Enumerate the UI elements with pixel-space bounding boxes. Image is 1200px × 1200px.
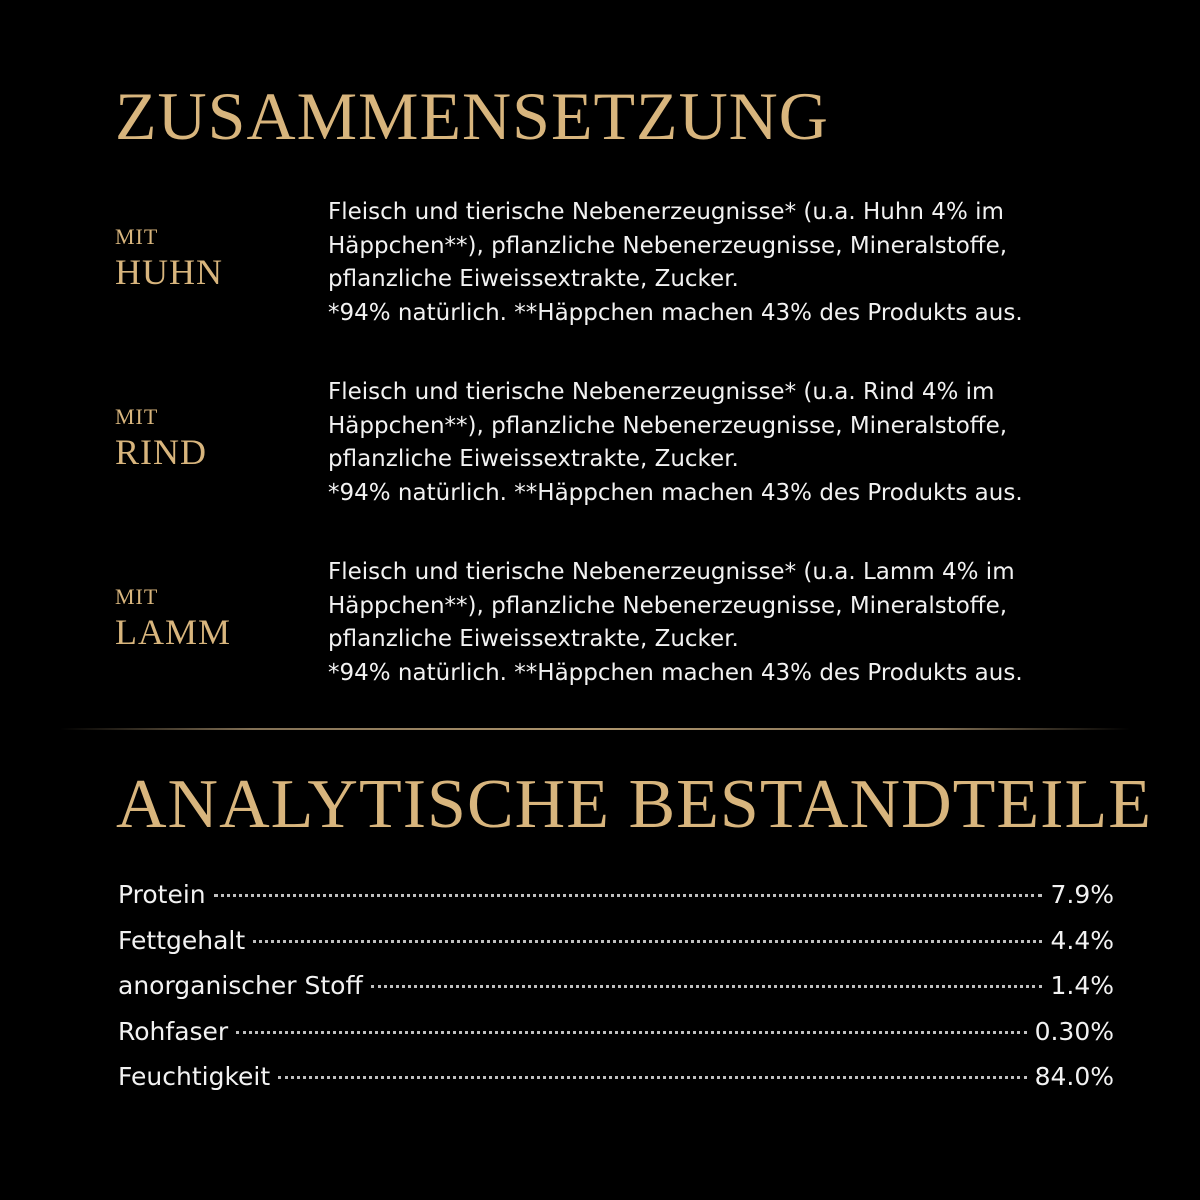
variant-label xyxy=(115,406,207,470)
analytics-title: ANALYTISCHE BESTANDTEILE xyxy=(116,766,1152,843)
composition-title: ZUSAMMENSETZUNG xyxy=(115,78,829,154)
analytics-row-feuchtigkeit xyxy=(118,1054,1114,1100)
variant-prefix: MIT xyxy=(115,584,159,609)
variant-description xyxy=(328,376,1108,510)
variant-name: LAMM xyxy=(115,612,232,652)
variant-prefix: MIT xyxy=(115,404,159,429)
analytics-row-rohfaser xyxy=(118,1009,1114,1055)
description-line: Fleisch und tierische Nebenerzeugnisse* (u.a. Huhn 4% im xyxy=(328,199,1004,225)
description-line: Häppchen**), pflanzliche Nebenerzeugnisse, Mineralstoffe, xyxy=(328,592,1008,619)
section-divider xyxy=(60,728,1130,730)
analytics-table xyxy=(118,872,1114,1100)
analytics-row-anorganischer-stoff xyxy=(118,963,1114,1009)
analytics-label: Fettgehalt xyxy=(118,925,246,955)
dotted-leader xyxy=(371,985,1043,988)
variant-huhn xyxy=(115,196,1105,336)
description-line: Häppchen**), pflanzliche Nebenerzeugnisse, Mineralstoffe, xyxy=(328,412,1008,439)
dotted-leader xyxy=(236,1031,1026,1034)
analytics-value: 0.30% xyxy=(1034,1016,1114,1046)
dotted-leader xyxy=(214,894,1043,897)
variant-description xyxy=(328,556,1108,690)
analytics-label: Feuchtigkeit xyxy=(118,1062,271,1091)
description-line: pflanzliche Eiweissextrakte, Zucker. xyxy=(328,266,739,292)
description-line: Fleisch und tierische Nebenerzeugnisse* (u.a. Lamm 4% im xyxy=(328,559,1015,585)
dotted-leader xyxy=(253,940,1042,943)
description-line: pflanzliche Eiweissextrakte, Zucker. xyxy=(328,446,739,472)
description-footnote: *94% natürlich. **Häppchen machen 43% des Produkts aus. xyxy=(328,299,1023,326)
variant-lamm xyxy=(115,556,1105,696)
analytics-value: 7.9% xyxy=(1050,880,1114,909)
variant-prefix: MIT xyxy=(115,224,159,249)
variant-description xyxy=(328,196,1108,330)
description-line: pflanzliche Eiweissextrakte, Zucker. xyxy=(328,626,739,652)
analytics-row-protein xyxy=(118,872,1114,918)
variant-name: RIND xyxy=(115,432,207,472)
variant-name: HUHN xyxy=(115,252,223,292)
analytics-row-fettgehalt xyxy=(118,918,1114,964)
description-footnote: *94% natürlich. **Häppchen machen 43% des Produkts aus. xyxy=(328,479,1023,506)
variant-label xyxy=(115,586,231,650)
variant-label xyxy=(115,226,223,290)
description-footnote: *94% natürlich. **Häppchen machen 43% des Produkts aus. xyxy=(328,659,1023,686)
analytics-value: 1.4% xyxy=(1050,971,1114,1000)
analytics-value: 4.4% xyxy=(1050,925,1114,955)
description-line: Häppchen**), pflanzliche Nebenerzeugnisse, Mineralstoffe, xyxy=(328,232,1008,259)
analytics-label: Protein xyxy=(118,880,206,909)
analytics-value: 84.0% xyxy=(1034,1062,1114,1091)
variant-rind xyxy=(115,376,1105,516)
analytics-label: Rohfaser xyxy=(118,1016,229,1046)
description-line: Fleisch und tierische Nebenerzeugnisse* (u.a. Rind 4% im xyxy=(328,379,995,405)
analytics-label: anorganischer Stoff xyxy=(118,971,363,1000)
dotted-leader xyxy=(278,1076,1026,1079)
